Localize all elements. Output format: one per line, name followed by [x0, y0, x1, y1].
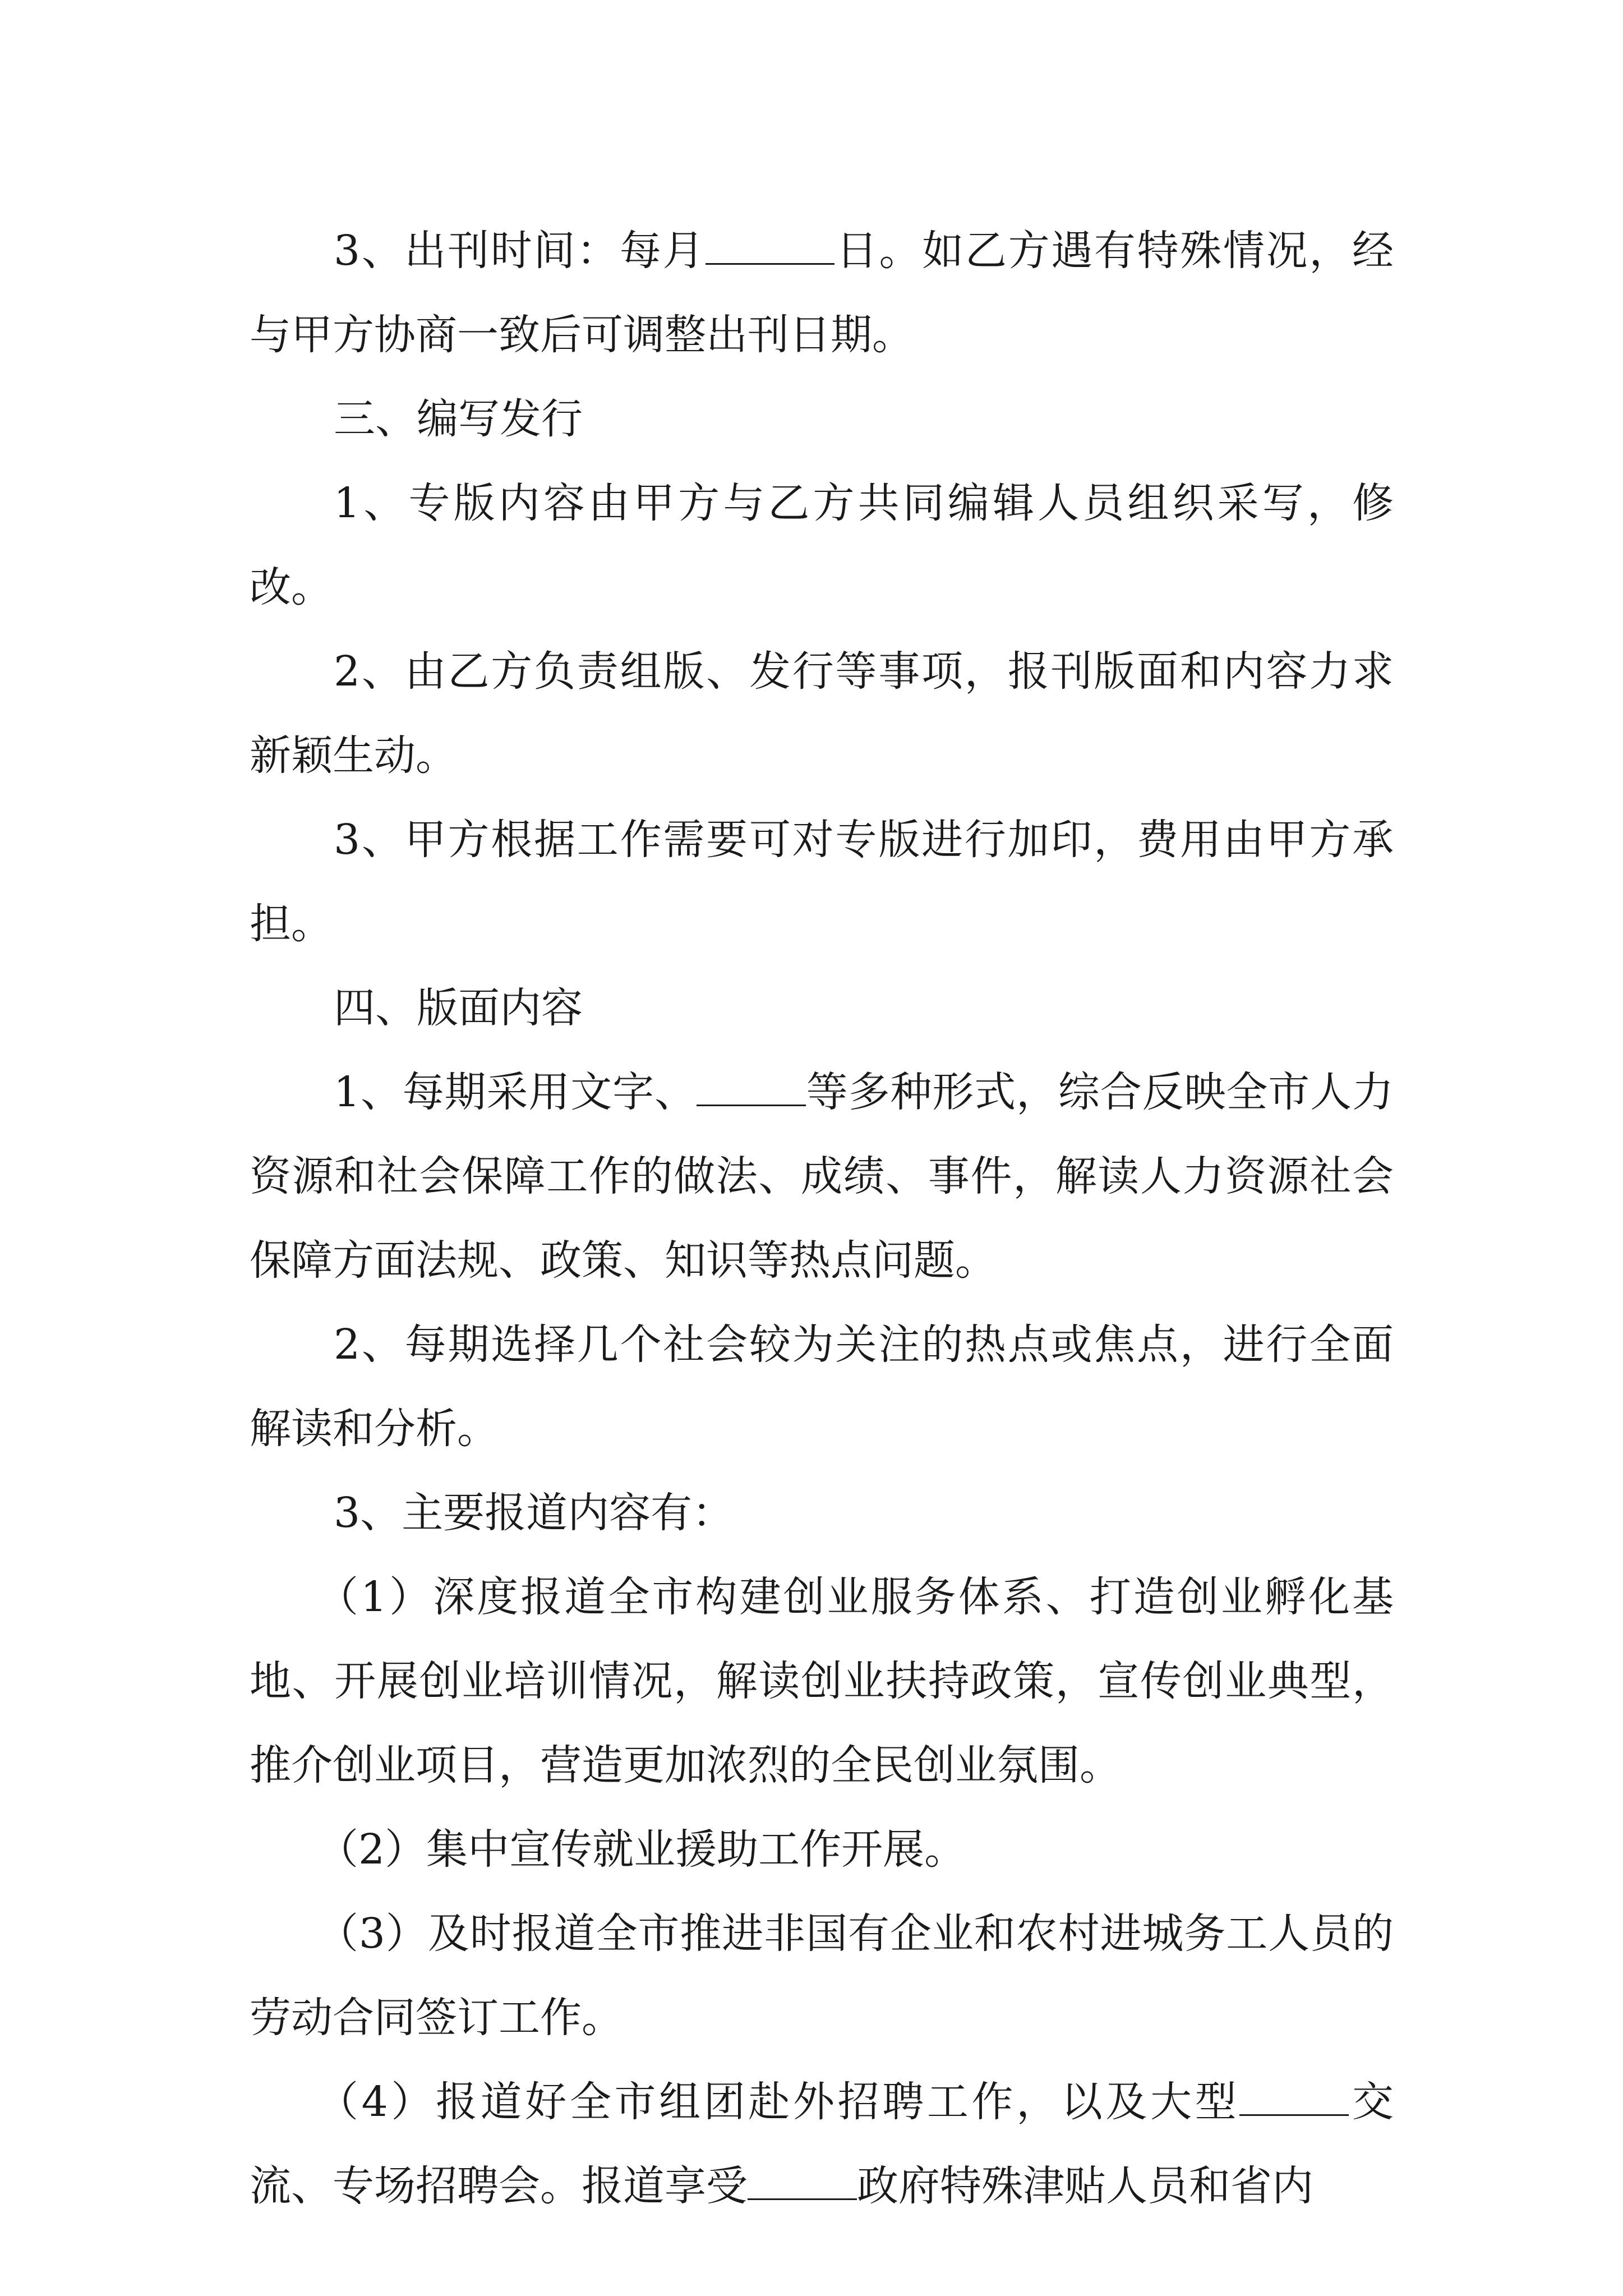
- text-segment: 1、每期采用文字、: [334, 1068, 697, 1116]
- paragraph-content-3: （3）及时报道全市推进非国有企业和农村进城务工人员的劳动合同签订工作。: [250, 1910, 1394, 2042]
- text-segment: 政府特殊津贴人员和省内: [857, 2162, 1313, 2210]
- text-segment: 等多种形式，综合反映全市人力资源和社会保障工作的做法、成绩、事件，解读人力资源社会保障方面法规、政策、知识等热点问题。: [250, 1068, 1394, 1285]
- section-heading-layout: 四、版面内容: [334, 984, 583, 1032]
- blank-field: [1239, 2077, 1349, 2116]
- section-heading-editing: 三、编写发行: [334, 395, 583, 443]
- blank-field: [748, 2161, 857, 2200]
- text-segment: 日。如乙方遇有特殊情况，经与甲方协商一致后可调整出刊日期。: [250, 227, 1394, 359]
- text-segment: 3、出刊时间：每月: [334, 227, 706, 275]
- paragraph-editing-1: 1、专版内容由甲方与乙方共同编辑人员组织采写，修改。: [250, 479, 1394, 611]
- text-segment: 交流、专场招聘会。报道享受: [250, 2078, 1394, 2210]
- blank-field: [697, 1067, 806, 1106]
- paragraph-content-2: （2）集中宣传就业援助工作开展。: [317, 1825, 966, 1874]
- paragraph-content-4: [250, 2060, 1394, 2228]
- paragraph-layout-3: 3、主要报道内容有：: [334, 1489, 734, 1537]
- paragraph-editing-3: 3、甲方根据工作需要可对专版进行加印，费用由甲方承担。: [250, 816, 1394, 948]
- text-segment: （4）报道好全市组团赴外招聘工作，以及大型: [317, 2078, 1240, 2126]
- document-page: [250, 209, 1394, 2228]
- paragraph-layout-2: 2、每期选择几个社会较为关注的热点或焦点，进行全面解读和分析。: [250, 1320, 1394, 1453]
- paragraph-editing-2: 2、由乙方负责组版、发行等事项，报刊版面和内容力求新颖生动。: [250, 647, 1394, 780]
- paragraph-content-1: （1）深度报道全市构建创业服务体系、打造创业孵化基地、开展创业培训情况，解读创业扶持政策，宣传创业典型，推介创业项目，营造更加浓烈的全民创业氛围。: [250, 1573, 1394, 1789]
- paragraph-publish-time: [250, 209, 1394, 377]
- paragraph-layout-1: [250, 1050, 1394, 1303]
- blank-field: [706, 226, 834, 265]
